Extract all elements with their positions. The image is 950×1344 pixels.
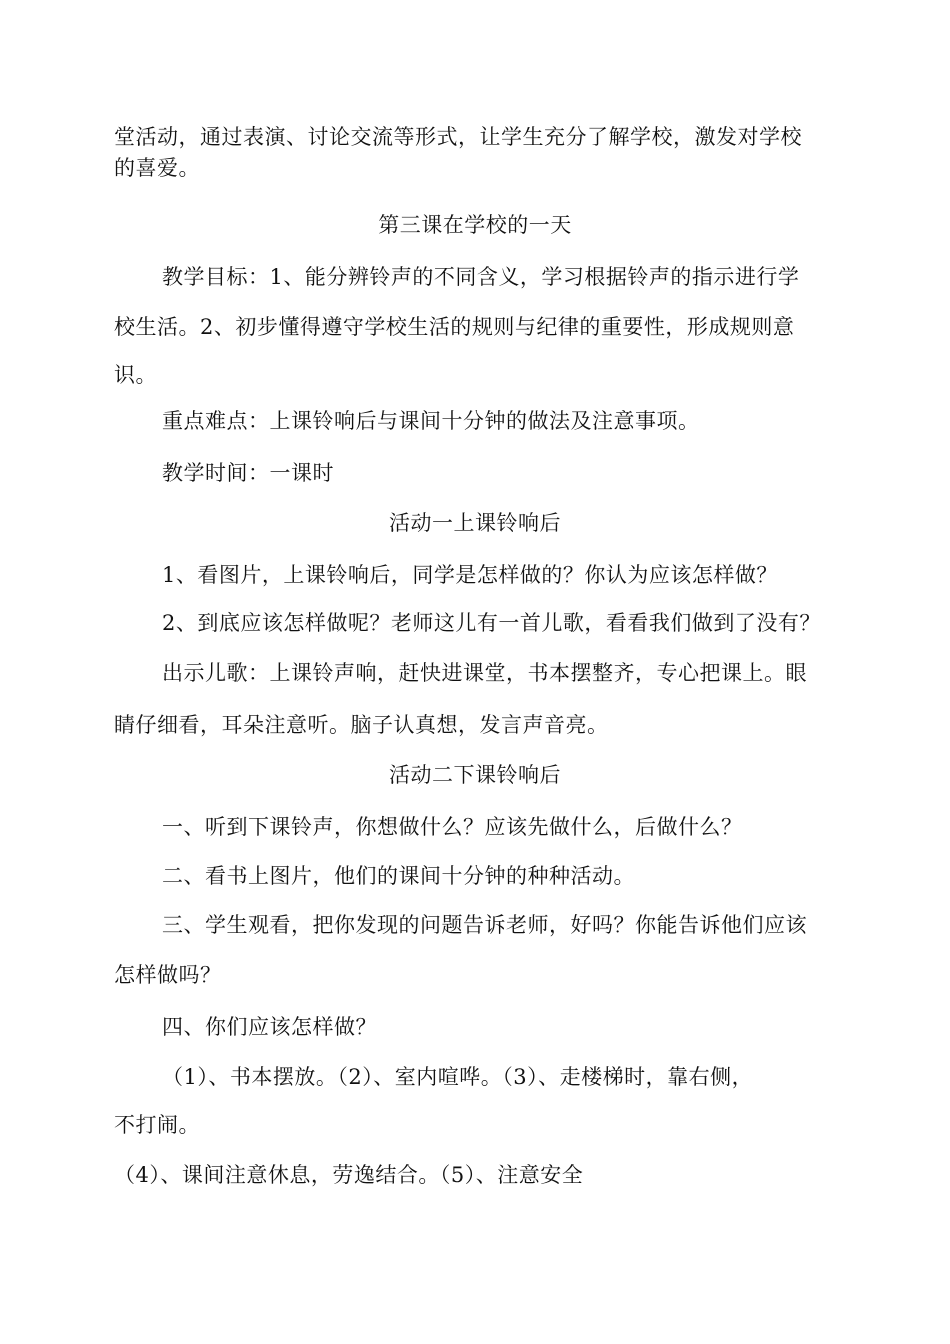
- paragraph-line: 一、听到下课铃声，你想做什么？应该先做什么，后做什么？: [162, 815, 743, 839]
- paragraph-line: 堂活动，通过表演、讨论交流等形式，让学生充分了解学校，激发对学校: [114, 125, 802, 149]
- paragraph-line: 出示儿歌：上课铃声响，赶快进课堂，书本摆整齐，专心把课上。眼: [162, 661, 807, 685]
- paragraph-line: 睛仔细看，耳朵注意听。脑子认真想，发言声音亮。: [114, 713, 609, 737]
- paragraph-line: （4）、课间注意休息，劳逸结合。（5）、注意安全: [114, 1163, 584, 1187]
- paragraph-line: 三、学生观看，把你发现的问题告诉老师，好吗？你能告诉他们应该: [162, 913, 807, 937]
- paragraph-line: 不打闹。: [114, 1113, 200, 1137]
- paragraph-line: 识。: [114, 363, 157, 387]
- paragraph-line: 2、到底应该怎样做呢？老师这儿有一首儿歌，看看我们做到了没有？: [162, 611, 821, 635]
- section-heading: 活动一上课铃响后: [389, 511, 561, 535]
- paragraph-line: 的喜爱。: [114, 156, 200, 180]
- paragraph-line: 1、看图片，上课铃响后，同学是怎样做的？你认为应该怎样做？: [162, 563, 778, 587]
- paragraph-line: 怎样做吗？: [114, 963, 222, 987]
- paragraph-line: 教学时间：一课时: [162, 461, 334, 485]
- paragraph-line: 二、看书上图片，他们的课间十分钟的种种活动。: [162, 864, 635, 888]
- paragraph-line: 校生活。2、初步懂得遵守学校生活的规则与纪律的重要性，形成规则意: [114, 315, 795, 339]
- paragraph-line: （1）、书本摆放。（2）、室内喧哗。（3）、走楼梯时，靠右侧，: [162, 1065, 754, 1089]
- paragraph-line: 重点难点：上课铃响后与课间十分钟的做法及注意事项。: [162, 409, 700, 433]
- section-heading: 活动二下课铃响后: [389, 763, 561, 787]
- paragraph-line: 四、你们应该怎样做？: [162, 1015, 377, 1039]
- paragraph-line: 教学目标：1、能分辨铃声的不同含义，学习根据铃声的指示进行学: [162, 265, 800, 289]
- section-heading: 第三课在学校的一天: [378, 213, 572, 237]
